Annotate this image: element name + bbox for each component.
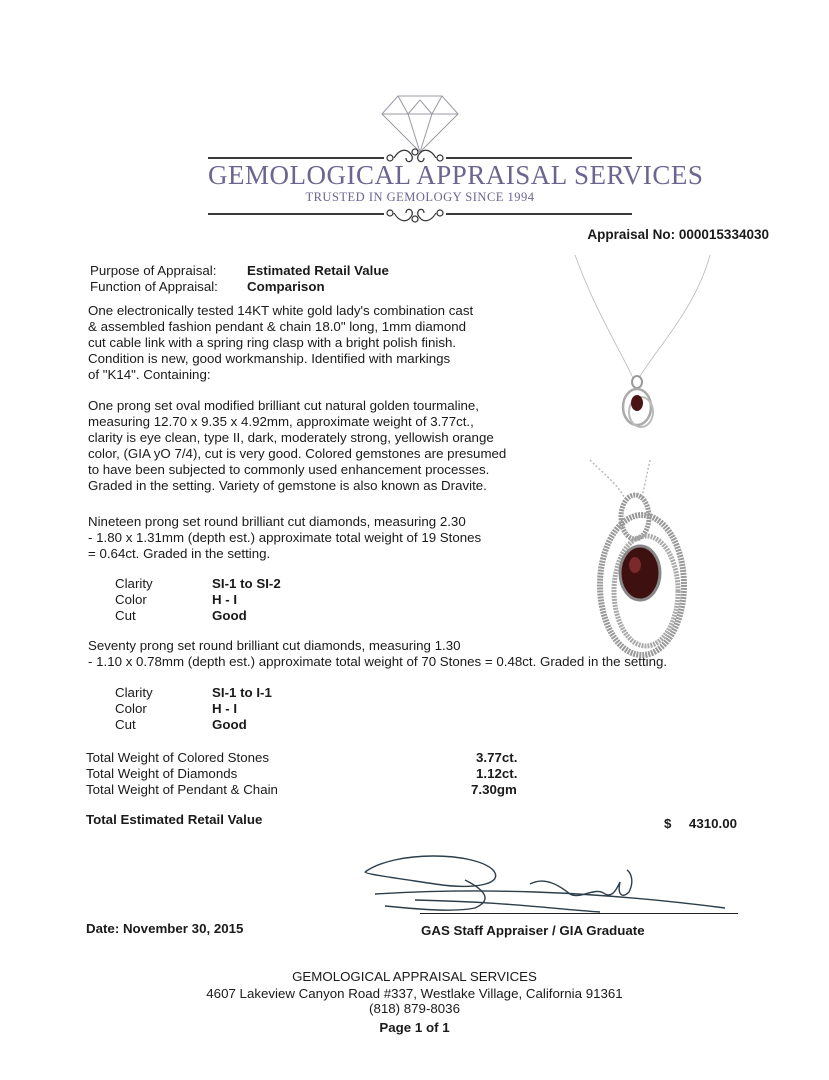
total-label: Total Weight of Diamonds [86, 766, 238, 781]
retail-value-label: Total Estimated Retail Value [86, 812, 263, 827]
text-line: & assembled fashion pendant & chain 18.0" long, 1mm diamond [88, 319, 467, 334]
grade-row [115, 685, 272, 701]
total-value: 7.30gm [471, 782, 517, 797]
top-rule-left [208, 157, 384, 159]
appraisal-number: Appraisal No: 000015334030 [587, 227, 769, 242]
top-rule-right [446, 157, 632, 159]
text-line: One electronically tested 14KT white gold lady's combination cast [88, 303, 474, 318]
grade-label: Color [115, 592, 147, 607]
text-line: One prong set oval modified brilliant cut natural golden tourmaline, [88, 398, 480, 413]
diamond-logo-icon [378, 92, 462, 154]
grade-value: Good [212, 608, 247, 623]
purpose-label: Purpose of Appraisal: [90, 263, 217, 278]
text-line: - 1.80 x 1.31mm (depth est.) approximate total weight of 19 Stones [88, 530, 482, 545]
function-value: Comparison [247, 279, 325, 294]
pendant-closeup-image [580, 455, 710, 665]
grade-label: Cut [115, 608, 136, 623]
total-value: 1.12ct. [476, 766, 518, 781]
text-line: = 0.64ct. Graded in the setting. [88, 546, 271, 561]
company-title: GEMOLOGICAL APPRAISAL SERVICES [208, 160, 704, 190]
grade-value: SI-1 to I-1 [212, 685, 272, 700]
gemstone-description [88, 398, 506, 494]
text-line: of "K14". Containing: [88, 367, 211, 382]
grade-label: Color [115, 701, 147, 716]
grade-value: H - I [212, 592, 238, 607]
currency-symbol: $ [664, 816, 672, 831]
diamonds2-grades [115, 685, 272, 733]
total-row [86, 750, 517, 766]
signer-title: GAS Staff Appraiser / GIA Graduate [421, 923, 645, 938]
grade-row [115, 608, 281, 624]
footer-company: GEMOLOGICAL APPRAISAL SERVICES [292, 969, 537, 984]
diamonds1-grades [115, 576, 281, 624]
grade-value: SI-1 to SI-2 [212, 576, 281, 591]
total-value: 3.77ct. [476, 750, 518, 765]
footer-phone: (818) 879-8036 [369, 1001, 460, 1016]
diamonds1-description [88, 514, 481, 562]
text-line: Graded in the setting. Variety of gemstone is also known as Dravite. [88, 478, 487, 493]
text-line: - 1.10 x 0.78mm (depth est.) approximate total weight of 70 Stones = 0.48ct. Graded in the setting. [88, 654, 668, 669]
grade-value: H - I [212, 701, 238, 716]
text-line: Seventy prong set round brilliant cut diamonds, measuring 1.30 [88, 638, 461, 653]
text-line: Nineteen prong set round brilliant cut diamonds, measuring 2.30 [88, 514, 466, 529]
purpose-value: Estimated Retail Value [247, 263, 389, 278]
grade-label: Clarity [115, 576, 153, 591]
total-row [86, 766, 517, 782]
text-line: clarity is eye clean, type II, dark, moderately strong, yellowish orange [88, 430, 494, 445]
totals-table [86, 750, 517, 798]
signature-line [420, 913, 738, 914]
grade-row [115, 701, 272, 717]
text-line: Condition is new, good workmanship. Identified with markings [88, 351, 451, 366]
bottom-rule-left [208, 213, 384, 215]
function-label: Function of Appraisal: [90, 279, 218, 294]
text-line: color, (GIA yO 7/4), cut is very good. Colored gemstones are presumed [88, 446, 507, 461]
text-line: cut cable link with a spring ring clasp with a bright polish finish. [88, 335, 457, 350]
appraisal-date: Date: November 30, 2015 [86, 921, 244, 936]
ornament-icon [384, 203, 446, 225]
grade-value: Good [212, 717, 247, 732]
item-description [88, 303, 473, 383]
grade-label: Cut [115, 717, 136, 732]
grade-row [115, 592, 281, 608]
company-tagline: TRUSTED IN GEMOLOGY SINCE 1994 [305, 190, 535, 204]
page-number: Page 1 of 1 [379, 1020, 450, 1035]
total-row [86, 782, 517, 798]
pendant-with-chain-image [565, 250, 725, 430]
grade-label: Clarity [115, 685, 153, 700]
text-line: measuring 12.70 x 9.35 x 4.92mm, approximate weight of 3.77ct., [88, 414, 474, 429]
grade-row [115, 717, 272, 733]
grade-row [115, 576, 281, 592]
text-line: to have been subjected to commonly used enhancement processes. [88, 462, 490, 477]
retail-value: 4310.00 [688, 816, 737, 831]
total-label: Total Weight of Colored Stones [86, 750, 270, 765]
signature-image [355, 850, 745, 920]
footer-address: 4607 Lakeview Canyon Road #337, Westlake Village, California 91361 [206, 986, 623, 1001]
bottom-rule-right [446, 213, 632, 215]
total-label: Total Weight of Pendant & Chain [86, 782, 278, 797]
